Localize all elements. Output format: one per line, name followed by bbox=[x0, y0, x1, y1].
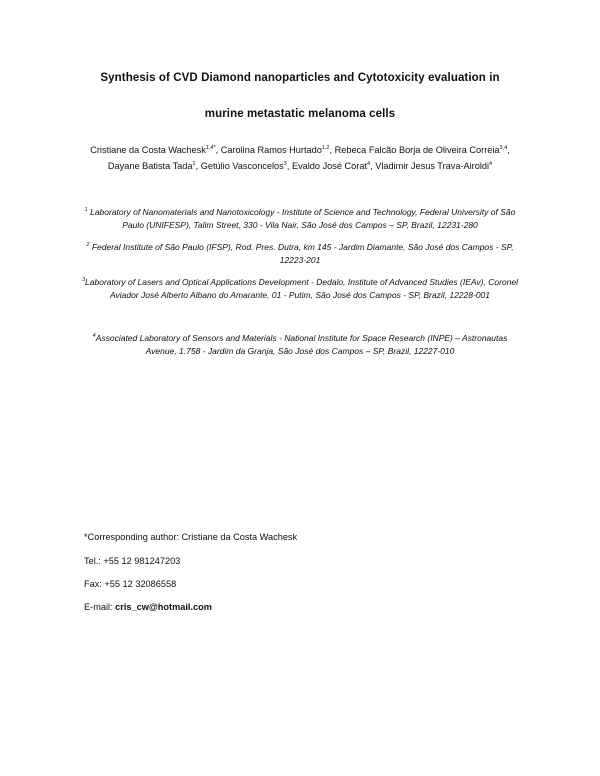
author: Evaldo José Corat$^4$, bbox=[291, 160, 376, 171]
author-list bbox=[90, 142, 510, 174]
affiliation-1: $^1$ Laboratory of Nanomaterials and Nanotoxicology - Institute of Science and Technology, Federal University of São Paulo (UNIFESP), Talim Street, 330 - Vila Nair, São José dos Campos – SP, Brazil, 12231-280 bbox=[84, 207, 516, 230]
fax: Fax: +55 12 32086558 bbox=[84, 579, 177, 589]
author: Vladimir Jesus Trava-Airoldi$^4$ bbox=[375, 160, 493, 171]
email-address[interactable]: cris_cw@hotmail.com bbox=[115, 602, 212, 612]
affiliation-2: $^2$ Federal Institute of São Paulo (IFSP), Rod. Pres. Dutra, km 145 - Jardim Diamante, São José dos Campos - SP, 12223-201 bbox=[86, 242, 514, 265]
author: Getúlio Vasconcelos$^3$, bbox=[200, 160, 292, 171]
email: E-mail: cris_cw@hotmail.com bbox=[84, 602, 212, 612]
affiliation-4: $^4$Associated Laboratory of Sensors and Materials - National Institute for Space Research (INPE) – Astronautas Avenue, 1.758 - Jardim da Granja, São José dos Campos – SP, Brazil, 12227-010 bbox=[92, 333, 508, 356]
paper-title-line-2: murine metastatic melanoma cells bbox=[204, 108, 396, 120]
author: Dayane Batista Tada$^1$, bbox=[107, 160, 201, 171]
author: Rebeca Falcão Borja de Oliveira Correia$^{3,4}$, bbox=[334, 144, 510, 155]
author: Cristiane da Costa Wachesk$^{1,4*}$, bbox=[90, 144, 221, 155]
affiliation-3: $^3$Laboratory of Lasers and Optical Applications Development - Dedalo, Institute of Advanced Studies (IEAv), Coronel Aviador José Alberto Albano do Amarante, 01 - Putim, São José dos Campos - SP, Brazil, 12228-001 bbox=[81, 277, 518, 300]
telephone: Tel.: +55 12 981247203 bbox=[84, 556, 181, 566]
corresponding-author: *Corresponding author: Cristiane da Costa Wachesk bbox=[84, 532, 298, 542]
author: Carolina Ramos Hurtado$^{1,2}$, bbox=[220, 144, 335, 155]
paper-title-line-1: Synthesis of CVD Diamond nanoparticles and Cytotoxicity evaluation in bbox=[100, 72, 500, 84]
